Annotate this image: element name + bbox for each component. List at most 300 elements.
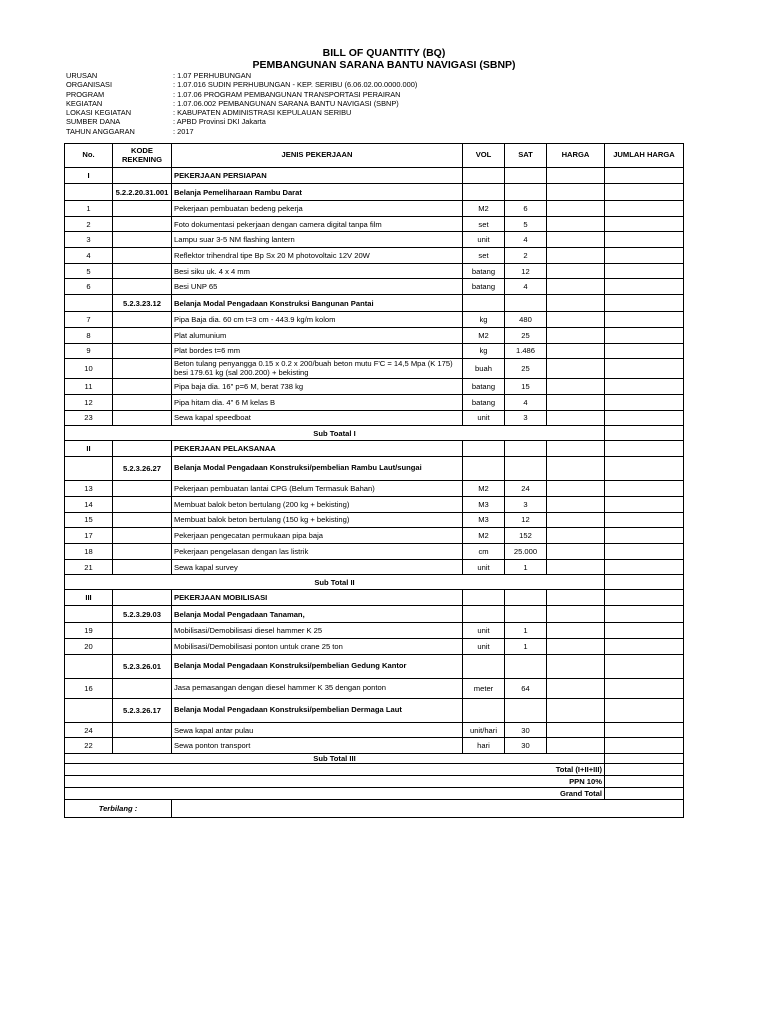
row-harga: [547, 698, 605, 722]
row-vol: batang: [463, 279, 505, 295]
row-jumlah: [605, 575, 684, 590]
row-vol: unit: [463, 639, 505, 655]
row-harga: [547, 168, 605, 184]
row-harga: [547, 394, 605, 410]
row-kode: [113, 359, 172, 379]
row-kode: [113, 528, 172, 544]
row-vol: batang: [463, 379, 505, 395]
row-sat: 12: [505, 512, 547, 528]
row-vol: [463, 590, 505, 606]
account-row: [65, 457, 684, 481]
row-kode: [113, 327, 172, 343]
row-jumlah: [605, 528, 684, 544]
table-row: [65, 394, 684, 410]
table-row: [65, 279, 684, 295]
row-jumlah: [605, 184, 684, 201]
row-sat: 3: [505, 496, 547, 512]
table-row: [65, 327, 684, 343]
account-name: Belanja Modal Pengadaan Konstruksi/pembelian Gedung Kantor: [172, 654, 463, 678]
meta-label: PROGRAM: [66, 89, 105, 99]
row-no: [65, 184, 113, 201]
row-jumlah: [605, 359, 684, 379]
row-jenis: Pipa baja dia. 16" p=6 M, berat 738 kg: [172, 379, 463, 395]
row-sat: [505, 457, 547, 481]
row-no: II: [65, 441, 113, 457]
row-jumlah: [605, 559, 684, 575]
row-jenis: Mobilisasi/Demobilisasi diesel hammer K 25: [172, 623, 463, 639]
row-vol: M2: [463, 201, 505, 217]
row-jenis: Pekerjaan pengecatan permukaan pipa baja: [172, 528, 463, 544]
table-row: [65, 263, 684, 279]
row-kode: [113, 512, 172, 528]
row-no: 22: [65, 738, 113, 754]
row-sat: 480: [505, 312, 547, 328]
meta-label: KEGIATAN: [66, 98, 103, 108]
row-no: [65, 295, 113, 312]
table-row: [65, 496, 684, 512]
account-name: Belanja Modal Pengadaan Konstruksi Bangunan Pantai: [172, 295, 463, 312]
subtotal-row: [65, 575, 684, 590]
row-jumlah: [605, 754, 684, 764]
row-jenis: Pekerjaan pembuatan lantai CPG (Belum Termasuk Bahan): [172, 481, 463, 497]
meta-value: : 1.07 PERHUBUNGAN: [173, 71, 252, 80]
row-jenis: Plat alumunium: [172, 327, 463, 343]
table-row: [65, 639, 684, 655]
row-harga: [547, 184, 605, 201]
row-harga: [547, 678, 605, 698]
terbilang-row: [65, 800, 684, 818]
row-harga: [547, 327, 605, 343]
bq-table: [64, 143, 684, 818]
row-jenis: Foto dokumentasi pekerjaan dengan camera digital tanpa film: [172, 216, 463, 232]
row-no: 3: [65, 232, 113, 248]
row-jenis: Mobilisasi/Demobilisasi ponton untuk crane 25 ton: [172, 639, 463, 655]
account-code: 5.2.3.23.12: [113, 295, 172, 312]
row-vol: kg: [463, 312, 505, 328]
meta-row: [66, 127, 417, 136]
row-no: [65, 698, 113, 722]
row-jumlah: [605, 481, 684, 497]
account-name: Belanja Modal Pengadaan Konstruksi/pembelian Rambu Laut/sungai: [172, 457, 463, 481]
row-jenis: Besi UNP 65: [172, 279, 463, 295]
row-vol: [463, 295, 505, 312]
row-no: 12: [65, 394, 113, 410]
account-row: [65, 184, 684, 201]
section-row: [65, 441, 684, 457]
row-jenis: Membuat balok beton bertulang (150 kg + bekisting): [172, 512, 463, 528]
row-no: [65, 606, 113, 623]
table-row: [65, 512, 684, 528]
row-vol: set: [463, 216, 505, 232]
row-kode: [113, 639, 172, 655]
row-harga: [547, 410, 605, 426]
row-no: I: [65, 168, 113, 184]
row-kode: [113, 201, 172, 217]
row-jenis: Sewa kapal survey: [172, 559, 463, 575]
section-row: [65, 590, 684, 606]
row-kode: [113, 263, 172, 279]
row-kode: [113, 379, 172, 395]
row-harga: [547, 263, 605, 279]
row-vol: M3: [463, 512, 505, 528]
table-row: [65, 343, 684, 359]
meta-label: TAHUN ANGGARAN: [66, 126, 135, 136]
row-jumlah: [605, 394, 684, 410]
row-jumlah: [605, 410, 684, 426]
row-jumlah: [605, 496, 684, 512]
row-sat: [505, 606, 547, 623]
subtotal-row: [65, 426, 684, 441]
row-vol: unit: [463, 410, 505, 426]
row-jumlah: [605, 263, 684, 279]
row-jumlah: [605, 639, 684, 655]
table-row: [65, 623, 684, 639]
row-harga: [547, 512, 605, 528]
row-jumlah: [605, 295, 684, 312]
meta-row: [66, 80, 417, 89]
row-harga: [547, 232, 605, 248]
row-kode: [113, 496, 172, 512]
row-harga: [547, 359, 605, 379]
table-row: [65, 481, 684, 497]
row-no: 20: [65, 639, 113, 655]
row-sat: 30: [505, 738, 547, 754]
row-vol: set: [463, 248, 505, 264]
row-jumlah: [605, 279, 684, 295]
row-jumlah: [605, 441, 684, 457]
row-jumlah: [605, 776, 684, 788]
row-jumlah: [605, 457, 684, 481]
row-no: 24: [65, 722, 113, 738]
row-kode: [113, 248, 172, 264]
row-jumlah: [605, 698, 684, 722]
row-vol: unit: [463, 232, 505, 248]
total-row: [65, 764, 684, 776]
table-header-row: [65, 144, 684, 168]
row-jumlah: [605, 327, 684, 343]
row-sat: 1: [505, 559, 547, 575]
row-jumlah: [605, 590, 684, 606]
table-body: [65, 168, 684, 818]
meta-value: : APBD Provinsi DKI Jakarta: [173, 117, 266, 127]
row-jumlah: [605, 216, 684, 232]
section-title: PEKERJAAN MOBILISASI: [172, 590, 463, 606]
meta-value: : 2017: [173, 126, 194, 136]
row-harga: [547, 544, 605, 560]
row-jenis: Lampu suar 3-5 NM flashing lantern: [172, 232, 463, 248]
row-jumlah: [605, 788, 684, 800]
row-sat: [505, 184, 547, 201]
row-jenis: Pipa Baja dia. 60 cm t=3 cm - 443.9 kg/m kolom: [172, 312, 463, 328]
row-harga: [547, 216, 605, 232]
total-label: PPN 10%: [65, 776, 605, 788]
row-jumlah: [605, 248, 684, 264]
subtotal-label: Sub Total II: [65, 575, 605, 590]
row-jumlah: [605, 544, 684, 560]
row-kode: [113, 343, 172, 359]
row-no: 9: [65, 343, 113, 359]
row-kode: [113, 394, 172, 410]
row-kode: [113, 738, 172, 754]
table-row: [65, 544, 684, 560]
row-vol: unit: [463, 623, 505, 639]
row-no: 15: [65, 512, 113, 528]
row-harga: [547, 481, 605, 497]
row-kode: [113, 559, 172, 575]
row-sat: 4: [505, 232, 547, 248]
row-sat: [505, 168, 547, 184]
row-harga: [547, 623, 605, 639]
row-kode: [113, 481, 172, 497]
row-vol: [463, 168, 505, 184]
meta-label: SUMBER DANA: [66, 117, 121, 127]
document-subtitle: PEMBANGUNAN SARANA BANTU NAVIGASI (SBNP): [252, 59, 516, 71]
account-name: Belanja Modal Pengadaan Konstruksi/pembelian Dermaga Laut: [172, 698, 463, 722]
row-no: 6: [65, 279, 113, 295]
meta-value: : 1.07.06 PROGRAM PEMBANGUNAN TRANSPORTASI PERAIRAN: [173, 89, 401, 99]
row-jenis: Pipa hitam dia. 4" 6 M kelas B: [172, 394, 463, 410]
account-name: Belanja Modal Pengadaan Tanaman,: [172, 606, 463, 623]
row-jumlah: [605, 232, 684, 248]
row-sat: 24: [505, 481, 547, 497]
row-sat: 4: [505, 394, 547, 410]
row-sat: 25.000: [505, 544, 547, 560]
row-kode: [113, 216, 172, 232]
row-kode: [113, 590, 172, 606]
document-title: BILL OF QUANTITY (BQ): [322, 47, 446, 59]
row-jumlah: [605, 379, 684, 395]
col-header-sat: SAT: [505, 144, 547, 168]
row-jumlah: [605, 764, 684, 776]
row-sat: 64: [505, 678, 547, 698]
row-sat: [505, 698, 547, 722]
row-harga: [547, 559, 605, 575]
row-harga: [547, 248, 605, 264]
account-code: 5.2.3.26.27: [113, 457, 172, 481]
col-header-kode: KODE REKENING: [113, 144, 172, 168]
row-harga: [547, 343, 605, 359]
row-jenis: Plat bordes t=6 mm: [172, 343, 463, 359]
account-row: [65, 295, 684, 312]
row-kode: [113, 544, 172, 560]
row-jumlah: [605, 343, 684, 359]
row-no: 23: [65, 410, 113, 426]
row-no: 18: [65, 544, 113, 560]
row-sat: 30: [505, 722, 547, 738]
meta-row: [66, 90, 417, 99]
row-vol: [463, 441, 505, 457]
row-sat: 5: [505, 216, 547, 232]
row-sat: 2: [505, 248, 547, 264]
row-harga: [547, 457, 605, 481]
row-harga: [547, 201, 605, 217]
row-jumlah: [605, 606, 684, 623]
row-vol: [463, 654, 505, 678]
table-row: [65, 379, 684, 395]
row-kode: [113, 678, 172, 698]
total-label: Grand Total: [65, 788, 605, 800]
row-harga: [547, 441, 605, 457]
row-vol: kg: [463, 343, 505, 359]
section-title: PEKERJAAN PERSIAPAN: [172, 168, 463, 184]
row-no: III: [65, 590, 113, 606]
meta-value: : 1.07.016 SUDIN PERHUBUNGAN - KEP. SERIBU (6.06.02.00.0000.000): [173, 80, 418, 90]
row-sat: 4: [505, 279, 547, 295]
row-jenis: Pekerjaan pengelasan dengan las listrik: [172, 544, 463, 560]
row-vol: M3: [463, 496, 505, 512]
table-row: [65, 738, 684, 754]
total-row: [65, 776, 684, 788]
col-header-no: No.: [65, 144, 113, 168]
row-jumlah: [605, 722, 684, 738]
account-code: 5.2.3.26.01: [113, 654, 172, 678]
row-no: 1: [65, 201, 113, 217]
row-sat: 15: [505, 379, 547, 395]
row-jumlah: [605, 312, 684, 328]
col-header-jumlah: JUMLAH HARGA: [605, 144, 684, 168]
row-kode: [113, 279, 172, 295]
row-sat: 25: [505, 359, 547, 379]
row-vol: batang: [463, 263, 505, 279]
table-row: [65, 410, 684, 426]
row-jenis: Jasa pemasangan dengan diesel hammer K 35 dengan ponton: [172, 678, 463, 698]
row-no: [65, 654, 113, 678]
row-sat: 1: [505, 623, 547, 639]
row-vol: [463, 184, 505, 201]
row-jenis: Sewa ponton transport: [172, 738, 463, 754]
row-sat: 25: [505, 327, 547, 343]
row-vol: unit/hari: [463, 722, 505, 738]
row-sat: [505, 295, 547, 312]
section-title: PEKERJAAN PELAKSANAA: [172, 441, 463, 457]
table-row: [65, 559, 684, 575]
row-jenis: Sewa kapal antar pulau: [172, 722, 463, 738]
meta-block: [66, 71, 417, 136]
subtotal-label: Sub Toatal I: [65, 426, 605, 441]
row-harga: [547, 295, 605, 312]
account-code: 5.2.2.20.31.001: [113, 184, 172, 201]
row-vol: unit: [463, 559, 505, 575]
row-jumlah: [605, 678, 684, 698]
row-vol: hari: [463, 738, 505, 754]
row-jenis: Membuat balok beton bertulang (200 kg + bekisting): [172, 496, 463, 512]
row-no: 21: [65, 559, 113, 575]
table-row: [65, 528, 684, 544]
table-row: [65, 312, 684, 328]
row-vol: M2: [463, 528, 505, 544]
row-sat: 1.486: [505, 343, 547, 359]
row-harga: [547, 279, 605, 295]
row-no: 19: [65, 623, 113, 639]
subtotal-row: [65, 754, 684, 764]
col-header-vol: VOL: [463, 144, 505, 168]
total-row: [65, 788, 684, 800]
meta-row: [66, 99, 417, 108]
row-jumlah: [605, 426, 684, 441]
row-sat: [505, 654, 547, 678]
section-row: [65, 168, 684, 184]
row-no: 11: [65, 379, 113, 395]
row-harga: [547, 639, 605, 655]
meta-label: LOKASI KEGIATAN: [66, 108, 132, 118]
row-harga: [547, 738, 605, 754]
row-vol: batang: [463, 394, 505, 410]
account-row: [65, 654, 684, 678]
row-harga: [547, 654, 605, 678]
row-no: 8: [65, 327, 113, 343]
account-name: Belanja Pemeliharaan Rambu Darat: [172, 184, 463, 201]
row-no: 5: [65, 263, 113, 279]
meta-row: [66, 71, 417, 80]
meta-label: URUSAN: [66, 71, 98, 80]
table-row: [65, 201, 684, 217]
row-no: 16: [65, 678, 113, 698]
row-jenis: Besi siku uk. 4 x 4 mm: [172, 263, 463, 279]
row-harga: [547, 528, 605, 544]
row-vol: buah: [463, 359, 505, 379]
table-row: [65, 678, 684, 698]
row-vol: [463, 457, 505, 481]
row-kode: [113, 232, 172, 248]
row-harga: [547, 606, 605, 623]
row-sat: [505, 441, 547, 457]
row-harga: [547, 590, 605, 606]
row-sat: 6: [505, 201, 547, 217]
row-no: 4: [65, 248, 113, 264]
meta-value: : 1.07.06.002 PEMBANGUNAN SARANA BANTU NAVIGASI (SBNP): [173, 98, 399, 108]
subtotal-label: Sub Total III: [65, 754, 605, 764]
row-jenis: Pekerjaan pembuatan bedeng pekerja: [172, 201, 463, 217]
row-kode: [113, 312, 172, 328]
row-no: 7: [65, 312, 113, 328]
row-vol: M2: [463, 481, 505, 497]
row-sat: 152: [505, 528, 547, 544]
row-jumlah: [605, 738, 684, 754]
account-code: 5.2.3.29.03: [113, 606, 172, 623]
row-sat: 1: [505, 639, 547, 655]
row-no: 17: [65, 528, 113, 544]
table-row: [65, 232, 684, 248]
row-jumlah: [605, 623, 684, 639]
row-harga: [547, 312, 605, 328]
row-harga: [547, 496, 605, 512]
meta-row: [66, 108, 417, 117]
table-row: [65, 359, 684, 379]
row-vol: meter: [463, 678, 505, 698]
row-vol: [463, 698, 505, 722]
terbilang-label: Terbilang :: [65, 800, 172, 818]
row-jumlah: [605, 168, 684, 184]
row-no: [65, 457, 113, 481]
meta-label: ORGANISASI: [66, 80, 112, 90]
row-no: 13: [65, 481, 113, 497]
meta-row: [66, 117, 417, 126]
row-jumlah: [605, 512, 684, 528]
row-jenis: Reflektor trihendral tipe Bp Sx 20 M photovoltaic 12V 20W: [172, 248, 463, 264]
col-header-jenis: JENIS PEKERJAAN: [172, 144, 463, 168]
account-code: 5.2.3.26.17: [113, 698, 172, 722]
row-vol: [463, 606, 505, 623]
row-kode: [113, 168, 172, 184]
table-row: [65, 722, 684, 738]
row-kode: [113, 722, 172, 738]
row-kode: [113, 441, 172, 457]
row-no: 2: [65, 216, 113, 232]
row-jenis: Sewa kapal speedboat: [172, 410, 463, 426]
row-jumlah: [605, 201, 684, 217]
row-no: 14: [65, 496, 113, 512]
row-sat: 3: [505, 410, 547, 426]
